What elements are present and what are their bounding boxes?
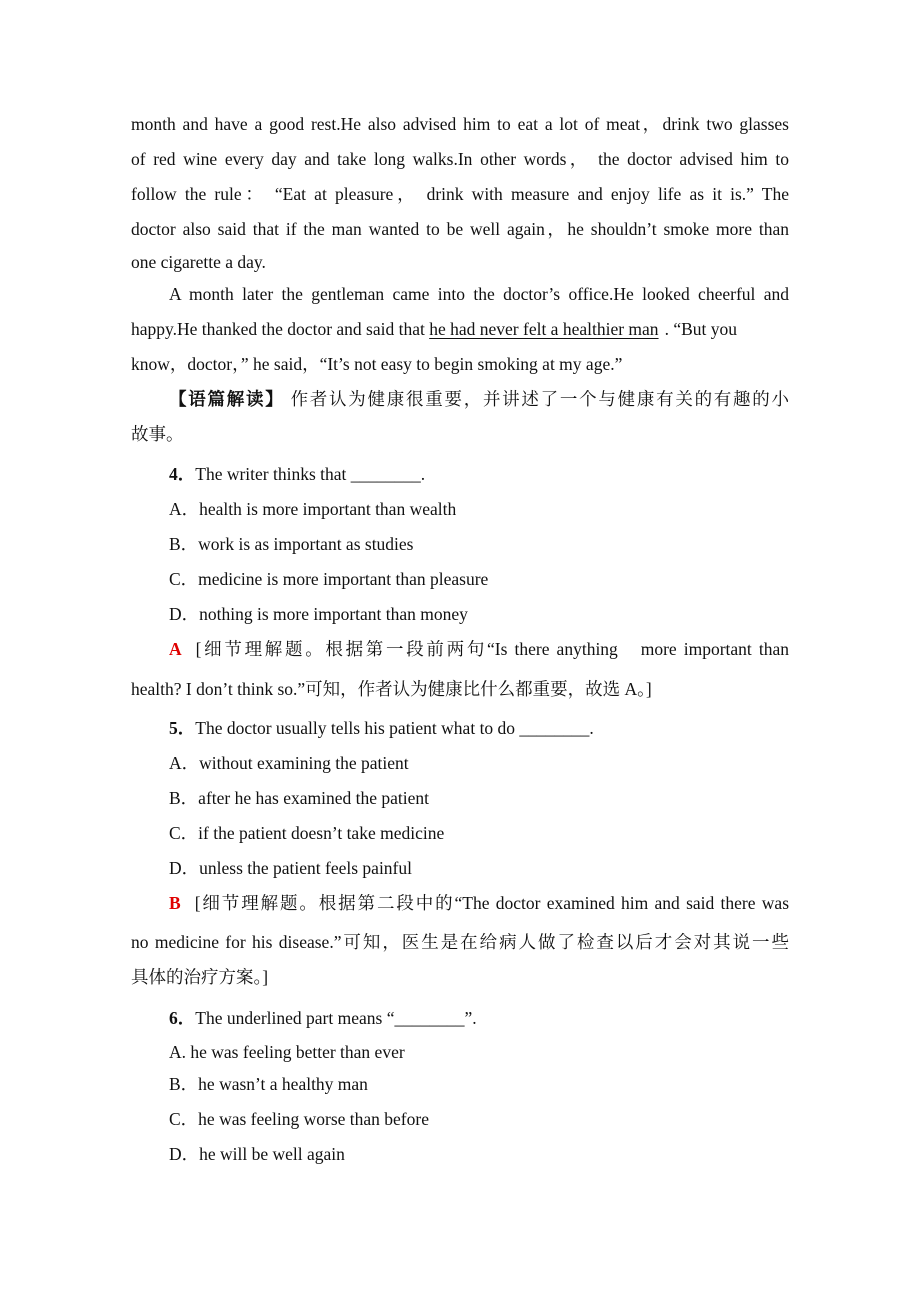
passage-line: month and have a good rest.He also advised him to eat a lot of meat，drink two glasses xyxy=(131,114,789,134)
passage-line: doctor also said that if the man wanted to be well again，he shouldn’t smoke more than xyxy=(131,219,789,239)
question-stem xyxy=(169,1006,789,1030)
summary-line: 故事。 xyxy=(131,424,184,444)
option: D．he will be well again xyxy=(169,1144,345,1164)
option: C．if the patient doesn’t take medicine xyxy=(169,823,445,843)
answer: B xyxy=(169,893,181,913)
passage-line: A month later the gentleman came into the doctor’s office.He looked cheerful and xyxy=(169,284,789,304)
option: D．nothing is more important than money xyxy=(169,604,468,624)
option: B．he wasn’t a healthy man xyxy=(169,1074,368,1094)
summary-label: 【语篇解读】 xyxy=(169,389,285,409)
option: A. he was feeling better than ever xyxy=(169,1042,405,1062)
option: D．unless the patient feels painful xyxy=(169,858,412,878)
explanation-line xyxy=(169,637,789,661)
passage-line xyxy=(131,317,789,341)
question-number: 6． xyxy=(169,1008,196,1028)
explanation-line: health? I don’t think so.”可知，作者认为健康比什么都重要，故选 A。] xyxy=(131,679,652,699)
summary-line xyxy=(169,387,789,411)
passage-line: one cigarette a day. xyxy=(131,252,266,272)
text: . “But you xyxy=(664,319,737,339)
question-stem xyxy=(169,716,789,740)
question-stem xyxy=(169,462,789,486)
question-number: 4． xyxy=(169,464,196,484)
passage-line: follow the rule： “Eat at pleasure， drink with measure and enjoy life as it is.” The xyxy=(131,184,789,204)
option: B．work is as important as studies xyxy=(169,534,414,554)
underlined-part: he had never felt a healthier man xyxy=(429,319,659,339)
option: A．without examining the patient xyxy=(169,753,409,773)
stem-text: The underlined part means “________”. xyxy=(195,1008,477,1028)
stem-text: The doctor usually tells his patient what to do ________. xyxy=(195,718,594,738)
passage-line: know，doctor，” he said，“It’s not easy to begin smoking at my age.” xyxy=(131,354,623,374)
option: C．he was feeling worse than before xyxy=(169,1109,429,1129)
stem-text: The writer thinks that ________. xyxy=(195,464,426,484)
option: A．health is more important than wealth xyxy=(169,499,457,519)
explanation-text: [细节理解题。根据第一段前两句“Is there anything more important than xyxy=(195,639,789,659)
summary-text: 作者认为健康很重要，并讲述了一个与健康有关的有趣的小 xyxy=(290,389,790,409)
option: C．medicine is more important than pleasure xyxy=(169,569,489,589)
option: B．after he has examined the patient xyxy=(169,788,429,808)
question-number: 5． xyxy=(169,718,196,738)
explanation-line: no medicine for his disease.”可知，医生是在给病人做了检查以后才会对其说一些 xyxy=(131,932,789,952)
explanation-line: 具体的治疗方案。] xyxy=(131,967,269,987)
passage-line: of red wine every day and take long walks.In other words， the doctor advised him to xyxy=(131,149,789,169)
text: happy.He thanked the doctor and said that xyxy=(131,319,430,339)
explanation-line xyxy=(169,891,789,915)
answer: A xyxy=(169,639,182,659)
explanation-text: [细节理解题。根据第二段中的“The doctor examined him and said there was xyxy=(194,893,789,913)
